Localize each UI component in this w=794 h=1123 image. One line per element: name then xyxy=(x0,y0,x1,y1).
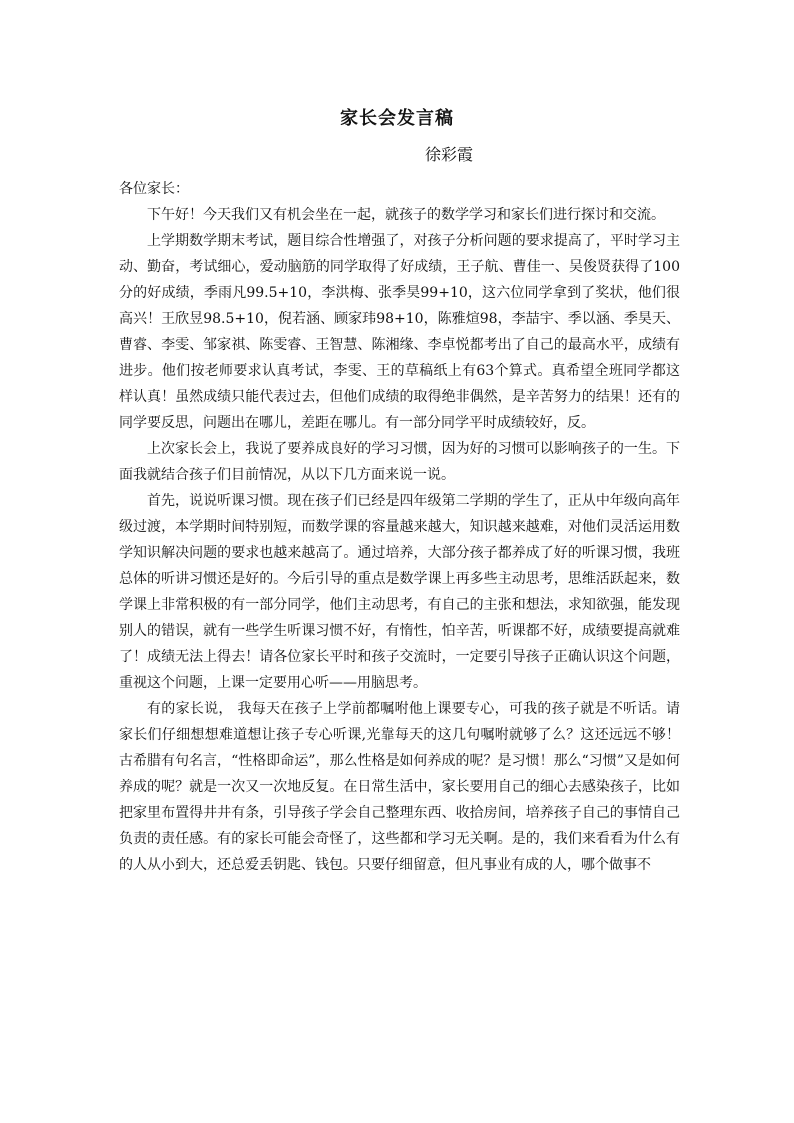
paragraph: 首先，说说听课习惯。现在孩子们已经是四年级第二学期的学生了，正从中年级向高年级过渡，本学期时间特别短，而数学课的容量越来越大，知识越来越难，对他们灵活运用数学知识解决问题的要求也越来越高了。通过培养，大部分孩子都养成了好的听课习惯，我班总体的听讲习惯还是好的。今后引导的重点是数学课上再多些主动思考，思维活跃起来，数学课上非常积极的有一部分同学，他们主动思考，有自己的主张和想法，求知欲强，能发现别人的错误，就有一些学生听课习惯不好，有惰性，怕辛苦，听课都不好，成绩要提高就难了！成绩无法上得去！请各位家长平时和孩子交流时，一定要引导孩子正确认识这个问题，重视这个问题，上课一定要用心听——用脑思考。 xyxy=(119,493,680,691)
paragraph: 上学期数学期末考试，题目综合性增强了，对孩子分析问题的要求提高了，平时学习主动、勤奋，考试细心，爱动脑筋的同学取得了好成绩，王子航、曹佳一、吴俊贤获得了100分的好成绩，季雨凡99.5+10，李洪梅、张季昊99+10，这六位同学拿到了奖状，他们很高兴！王欣昱98.5+10，倪若涵、顾家玮98+10，陈雅煊98，李喆宇、季以涵、季昊天、曹睿、李雯、邹家祺、陈雯睿、王智慧、陈湘缘、李卓悦都考出了自己的最高水平，成绩有进步。他们按老师要求认真考试，李雯、王的草稿纸上有63个算式。真希望全班同学都这样认真！虽然成绩只能代表过去，但他们成绩的取得绝非偶然，是辛苦努力的结果！还有的同学要反思，问题出在哪儿，差距在哪儿。有一部分同学平时成绩较好，反。 xyxy=(119,233,680,431)
paragraph: 有的家长说， 我每天在孩子上学前都嘱咐他上课要专心，可我的孩子就是不听话。请家长们仔细想想难道想让孩子专心听课,光靠每天的这几句嘱咐就够了么？这还远远不够！古希腊有句名言，“性格即命运”，那么性格是如何养成的呢？是习惯！那么“习惯”又是如何养成的呢？就是一次又一次地反复。在日常生活中，家长要用自己的细心去感染孩子，比如把家里布置得井井有条，引导孩子学会自己整理东西、收拾房间，培养孩子自己的事情自己负责的责任感。有的家长可能会奇怪了，这些都和学习无关啊。是的，我们来看看为什么有的人从小到大，还总爱丢钥匙、钱包。只要仔细留意，但凡事业有成的人，哪个做事不 xyxy=(119,701,680,873)
salutation: 各位家长： xyxy=(119,181,189,197)
document-title: 家长会发言稿 xyxy=(340,108,454,129)
paragraph: 上次家长会上，我说了要养成良好的学习习惯，因为好的习惯可以影响孩子的一生。下面我就结合孩子们目前情况，从以下几方面来说一说。 xyxy=(119,441,680,483)
author-name: 徐彩霞 xyxy=(425,145,474,164)
paragraph: 下午好！今天我们又有机会坐在一起，就孩子的数学学习和家长们进行探讨和交流。 xyxy=(147,207,665,223)
document-body xyxy=(119,176,680,878)
